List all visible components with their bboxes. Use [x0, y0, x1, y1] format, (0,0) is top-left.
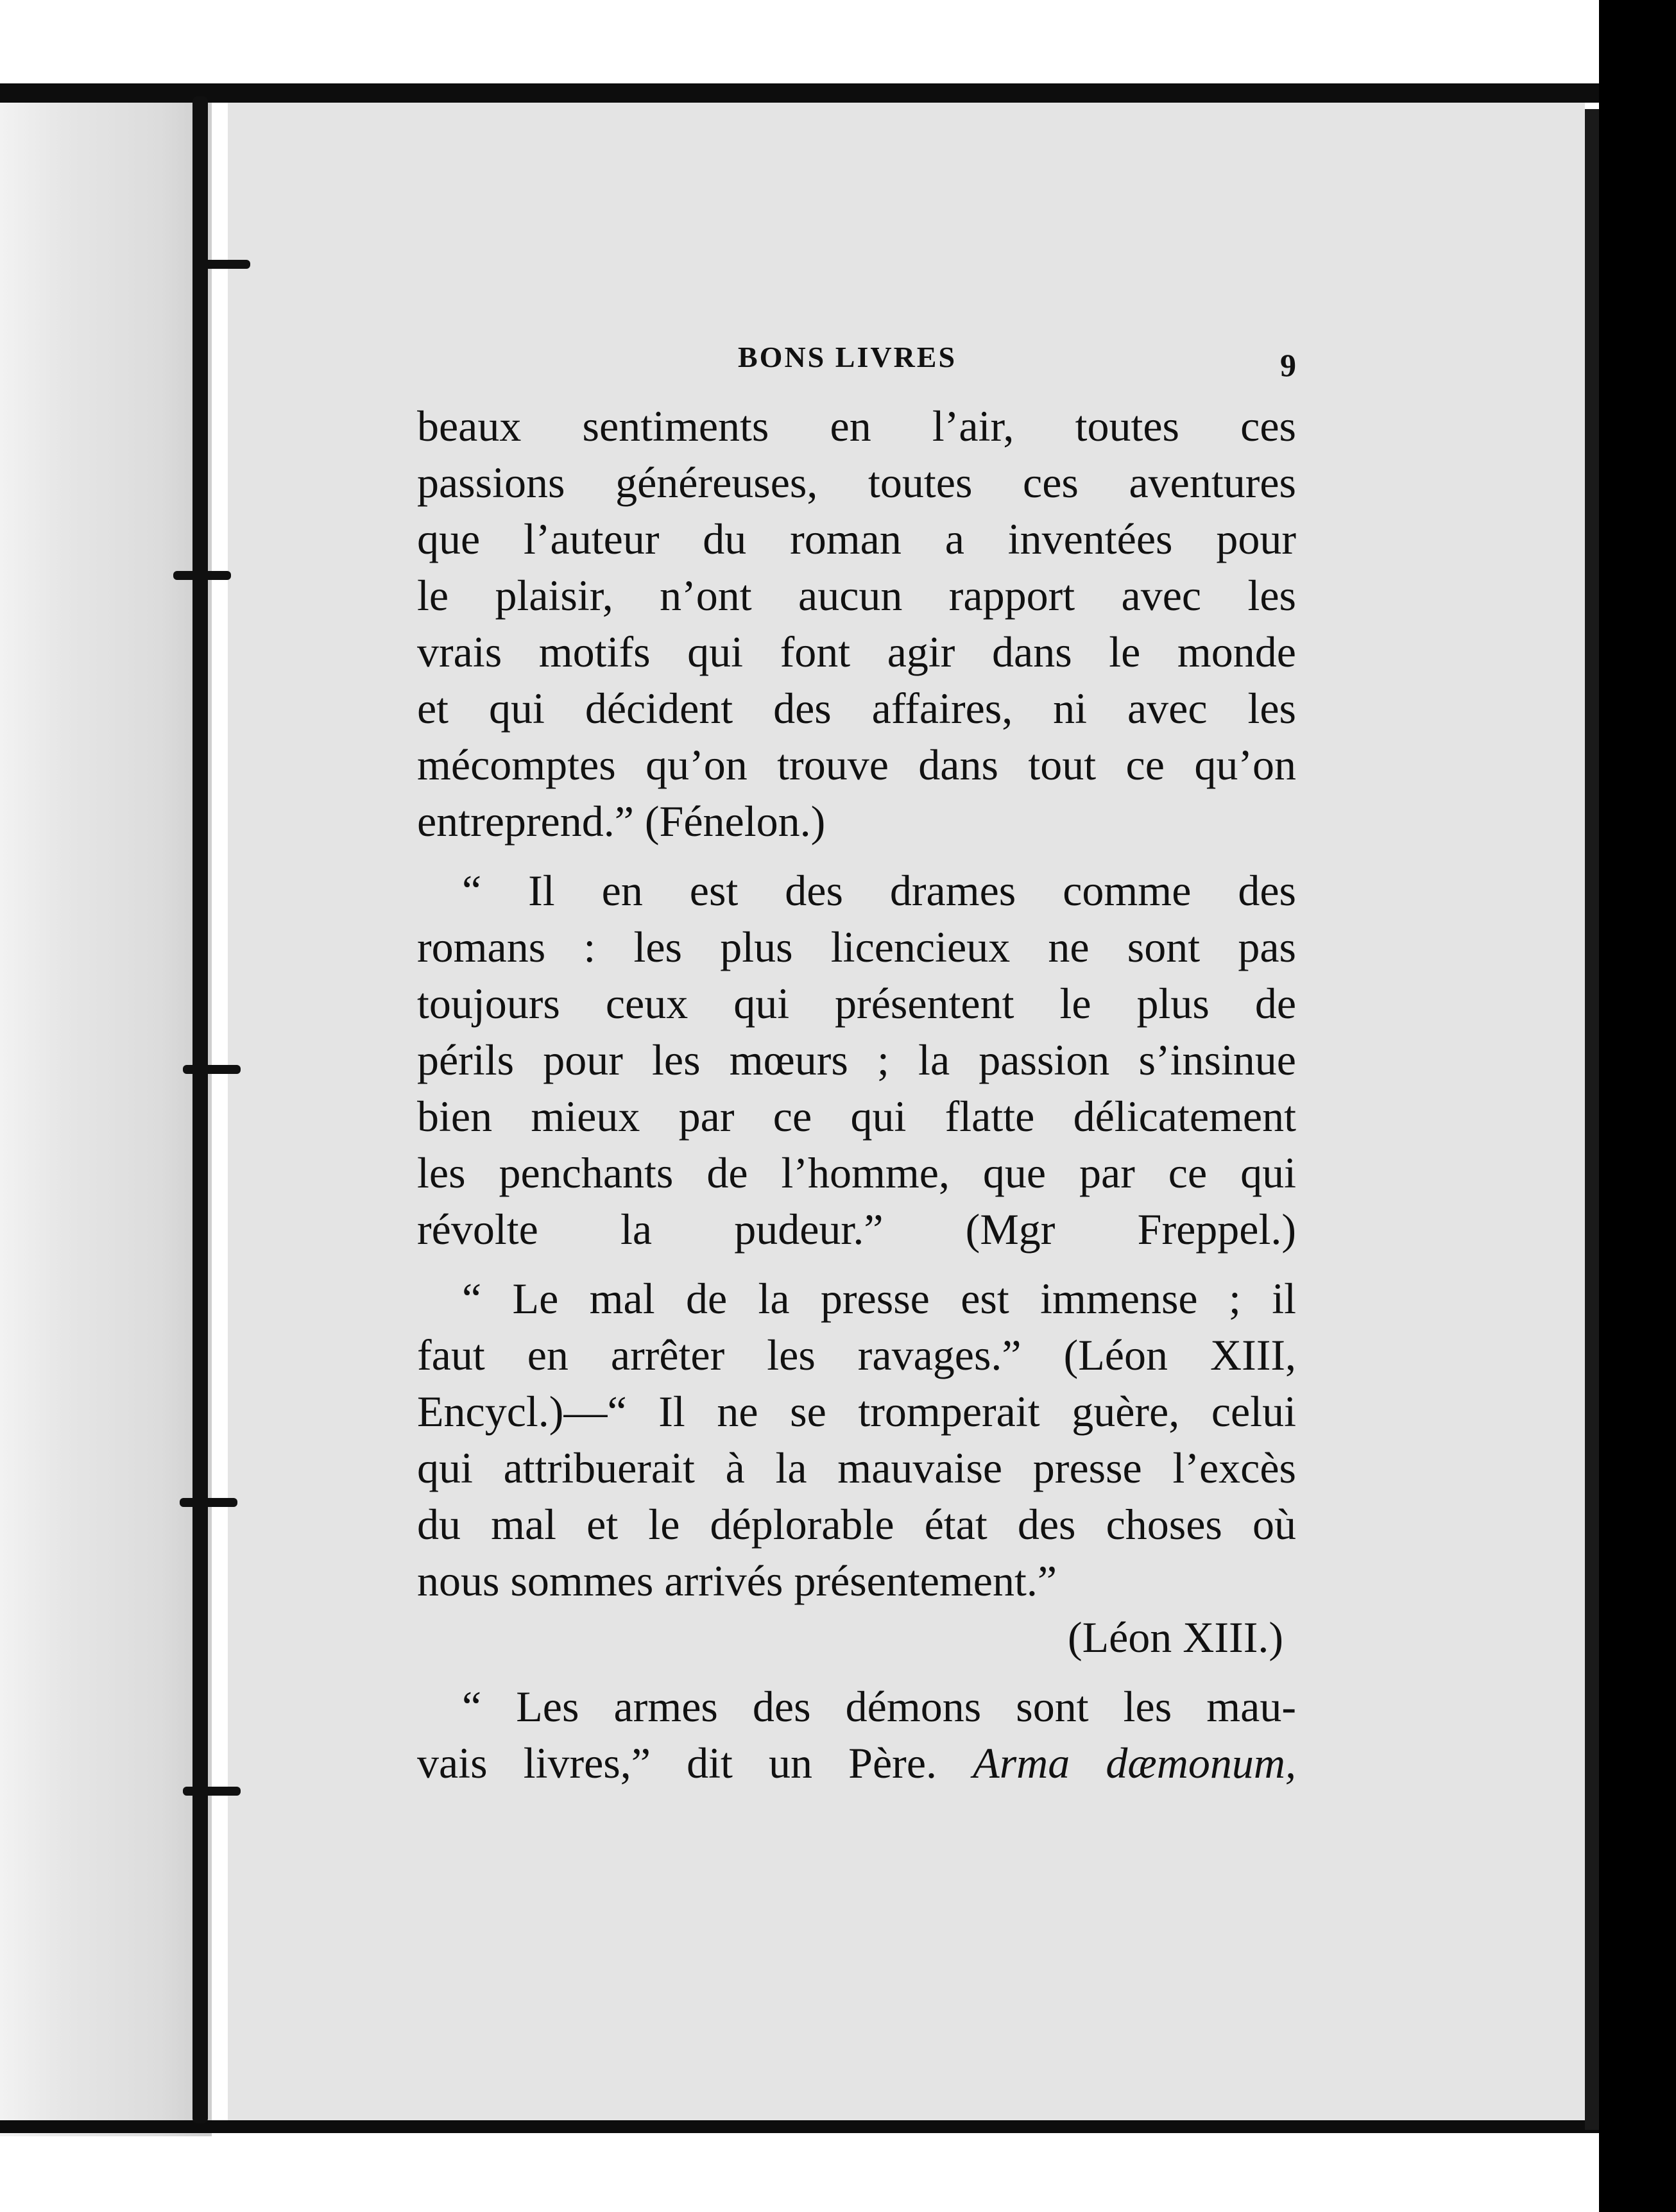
attribution-line: (Léon XIII.) — [1067, 1613, 1283, 1662]
scan-right-edge — [1585, 109, 1599, 2130]
text-line: mécomptes qu’on trouve dans tout ce qu’on — [417, 740, 1296, 789]
text-line: révolte la pudeur.” (Mgr Freppel.) — [417, 1205, 1296, 1254]
text-line: et qui décident des affaires, ni avec les — [417, 684, 1296, 733]
text-line: du mal et le déplorable état des choses où — [417, 1500, 1296, 1549]
text-line: Encycl.)—“ Il ne se tromperait guère, celui — [417, 1387, 1296, 1436]
paragraph-gap — [417, 849, 1296, 862]
binding-stitch — [183, 1065, 241, 1074]
text-line: beaux sentiments en l’air, toutes ces — [417, 402, 1296, 450]
text-line: nous sommes arrivés présentement.” — [417, 1556, 1057, 1605]
text-line: romans : les plus licencieux ne sont pas — [417, 923, 1296, 971]
scan-top-border — [0, 83, 1599, 103]
binding-stitch — [180, 1498, 237, 1507]
page-number: 9 — [1280, 347, 1296, 383]
text-line: toujours ceux qui présentent le plus de — [417, 979, 1296, 1028]
text-line: “ Les armes des démons sont les mau- — [462, 1682, 1296, 1731]
running-title: BONS LIVRES — [738, 341, 957, 373]
paragraph-leon-xiii — [417, 1270, 1296, 1665]
text-span: vais livres,” dit un Père. — [417, 1739, 937, 1787]
text-line: “ Il en est des drames comme des — [462, 866, 1296, 915]
text-line: entreprend.” (Fénelon.) — [417, 797, 826, 846]
text-line: périls pour les mœurs ; la passion s’insinue — [417, 1035, 1296, 1084]
latin-phrase: Arma dæmonum, — [973, 1739, 1297, 1787]
text-line: les penchants de l’homme, que par ce qui — [417, 1148, 1296, 1197]
book-spine — [192, 96, 208, 2123]
text-line: le plaisir, n’ont aucun rapport avec les — [417, 571, 1296, 620]
binding-stitch — [192, 260, 250, 269]
text-line: vrais motifs qui font agir dans le monde — [417, 627, 1296, 676]
scan-bottom-border — [0, 2120, 1599, 2133]
body-text — [417, 398, 1296, 1791]
text-line: que l’auteur du roman a inventées pour — [417, 515, 1296, 563]
text-line: “ Le mal de la presse est immense ; il — [462, 1274, 1296, 1323]
text-line: passions généreuses, toutes ces aventures — [417, 458, 1296, 507]
paragraph-gap — [417, 1257, 1296, 1270]
binding-stitch — [173, 571, 231, 580]
scan-left-margin — [0, 83, 212, 2136]
binding-stitch — [183, 1787, 241, 1796]
paragraph-freppel — [417, 862, 1296, 1257]
text-line — [417, 1735, 1296, 1791]
paragraph-fenelon — [417, 398, 1296, 849]
running-head — [417, 340, 1296, 385]
scan-right-margin — [1599, 0, 1676, 2212]
text-line: bien mieux par ce qui flatte délicatement — [417, 1092, 1296, 1141]
text-line: faut en arrêter les ravages.” (Léon XIII, — [417, 1331, 1296, 1379]
paragraph-armes-demons — [417, 1678, 1296, 1791]
text-line: qui attribuerait à la mauvaise presse l’excès — [417, 1443, 1296, 1492]
paragraph-gap — [417, 1665, 1296, 1678]
